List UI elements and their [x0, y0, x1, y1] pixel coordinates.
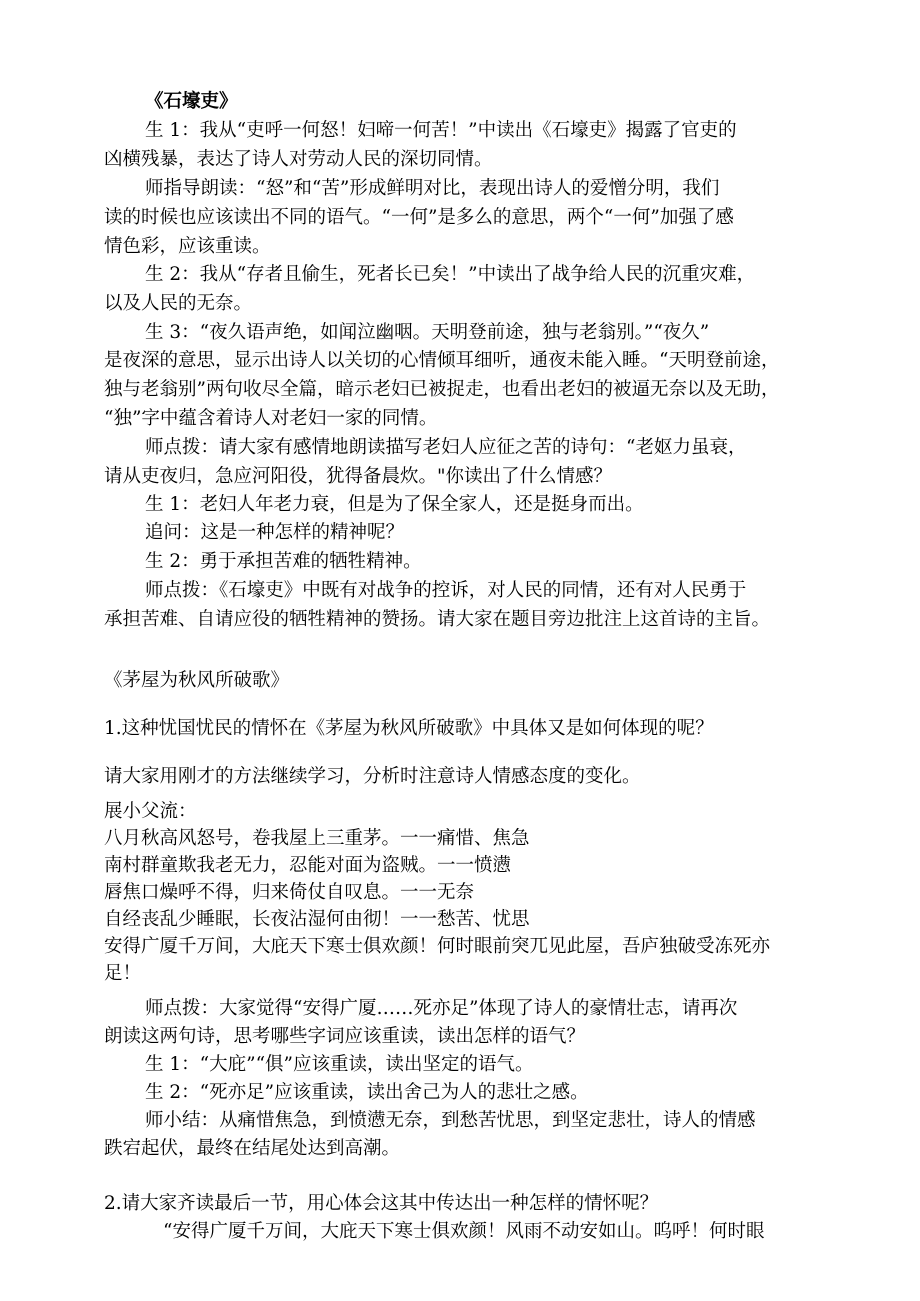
paragraph-line: 生 3：“夜久语声绝，如闻泣幽咽。天明登前途，独与老翁别。”“夜久” — [145, 322, 710, 343]
paragraph-line: 情色彩，应该重读。 — [104, 236, 271, 257]
paragraph-line: 独与老翁别”两句收尽全篇，暗示老妇已被捉走，也看出老妇的被逼无奈以及无助， — [104, 379, 780, 400]
section-title-shihaoli: 《石壕吏》 — [145, 91, 238, 112]
discussion-line: 师点拨：大家觉得“安得广厦……死亦足”体现了诗人的豪情壮志，请再次 — [145, 998, 738, 1019]
discussion-line: 师小结：从痛惜焦急，到愤懑无奈，到愁苦忧思，到坚定悲壮，诗人的情感 — [145, 1110, 756, 1131]
poem-line: 安得广厦千万间，大庇天下寒士俱欢颜！何时眼前突兀见此屋，吾庐独破受冻死亦 — [104, 936, 771, 957]
poem-line: 自经丧乱少睡眠，长夜沾湿何由彻！一一愁苦、忧思 — [104, 909, 530, 930]
question-2: 2.请大家齐读最后一节，用心体会这其中传达出一种怎样的情怀呢？ — [104, 1193, 659, 1214]
instruction-text: 请大家用刚才的方法继续学习，分析时注意诗人情感态度的变化。 — [104, 766, 641, 787]
paragraph-line: 是夜深的意思，显示出诗人以关切的心情倾耳细听，通夜未能入睡。“天明登前途， — [104, 350, 780, 371]
paragraph-line: 生 1：老妇人年老力衰，但是为了保全家人，还是挺身而出。 — [145, 494, 644, 515]
paragraph-line: “独”字中蕴含着诗人对老妇一家的同情。 — [104, 408, 438, 429]
poem-line: 八月秋高风怒号，卷我屋上三重茅。一一痛惜、焦急 — [104, 828, 530, 849]
poem-quote-line: “安得广厦千万间，大庇天下寒士俱欢颜！风雨不动安如山。呜呼！何时眼 — [163, 1221, 765, 1242]
discussion-line: 生 2：“死亦足”应该重读，读出舍己为人的悲壮之感。 — [145, 1082, 589, 1103]
paragraph-line: 师点拨：请大家有感情地朗读描写老妇人应征之苦的诗句：“老妪力虽衰， — [145, 437, 747, 458]
paragraph-line: 生 2：我从“存者且偷生，死者长已矣！”中读出了战争给人民的沉重灾难， — [145, 264, 756, 285]
question-1: 1.这种忧国忧民的情怀在《茅屋为秋风所破歌》中具体又是如何体现的呢？ — [104, 718, 714, 739]
paragraph-line: 承担苦难、自请应役的牺牲精神的赞扬。请大家在题目旁边批注上这首诗的主旨。 — [104, 609, 771, 630]
poem-line: 展小父流： — [104, 801, 197, 822]
paragraph-line: 师指导朗读：“怒”和“苦”形成鲜明对比，表现出诗人的爱憎分明，我们 — [145, 178, 720, 199]
poem-line: 南村群童欺我老无力，忍能对面为盗贼。一一愤懑 — [104, 855, 512, 876]
discussion-line: 朗读这两句诗，思考哪些字词应该重读，读出怎样的语气？ — [104, 1026, 586, 1047]
paragraph-line: 师点拨：《石壕吏》中既有对战争的控诉，对人民的同情，还有对人民勇于 — [145, 580, 747, 601]
paragraph-line: 以及人民的无奈。 — [104, 293, 253, 314]
discussion-line: 生 1：“大庇”“俱”应该重读，读出坚定的语气。 — [145, 1054, 534, 1075]
paragraph-line: 生 1：我从“吏呼一何怒！妇啼一何苦！”中读出《石壕吏》揭露了官吏的 — [145, 120, 737, 141]
poem-line: 足！ — [104, 963, 142, 984]
poem-line: 唇焦口燥呼不得，归来倚仗自叹息。一一无奈 — [104, 882, 475, 903]
paragraph-line: 生 2：勇于承担苦难的牺牲精神。 — [145, 551, 422, 572]
paragraph-line: 追问：这是一种怎样的精神呢？ — [145, 522, 405, 543]
discussion-line: 跌宕起伏，最终在结尾处达到高潮。 — [104, 1138, 401, 1159]
paragraph-line: 请从吏夜归，急应河阳役，犹得备晨炊。"你读出了什么情感？ — [104, 466, 613, 487]
section-title-maowu: 《茅屋为秋风所破歌》 — [104, 670, 290, 691]
paragraph-line: 读的时候也应该读出不同的语气。“一何”是多么的意思，两个“一何”加强了感 — [104, 207, 734, 228]
paragraph-line: 凶横残暴，表达了诗人对劳动人民的深切同情。 — [104, 149, 493, 170]
